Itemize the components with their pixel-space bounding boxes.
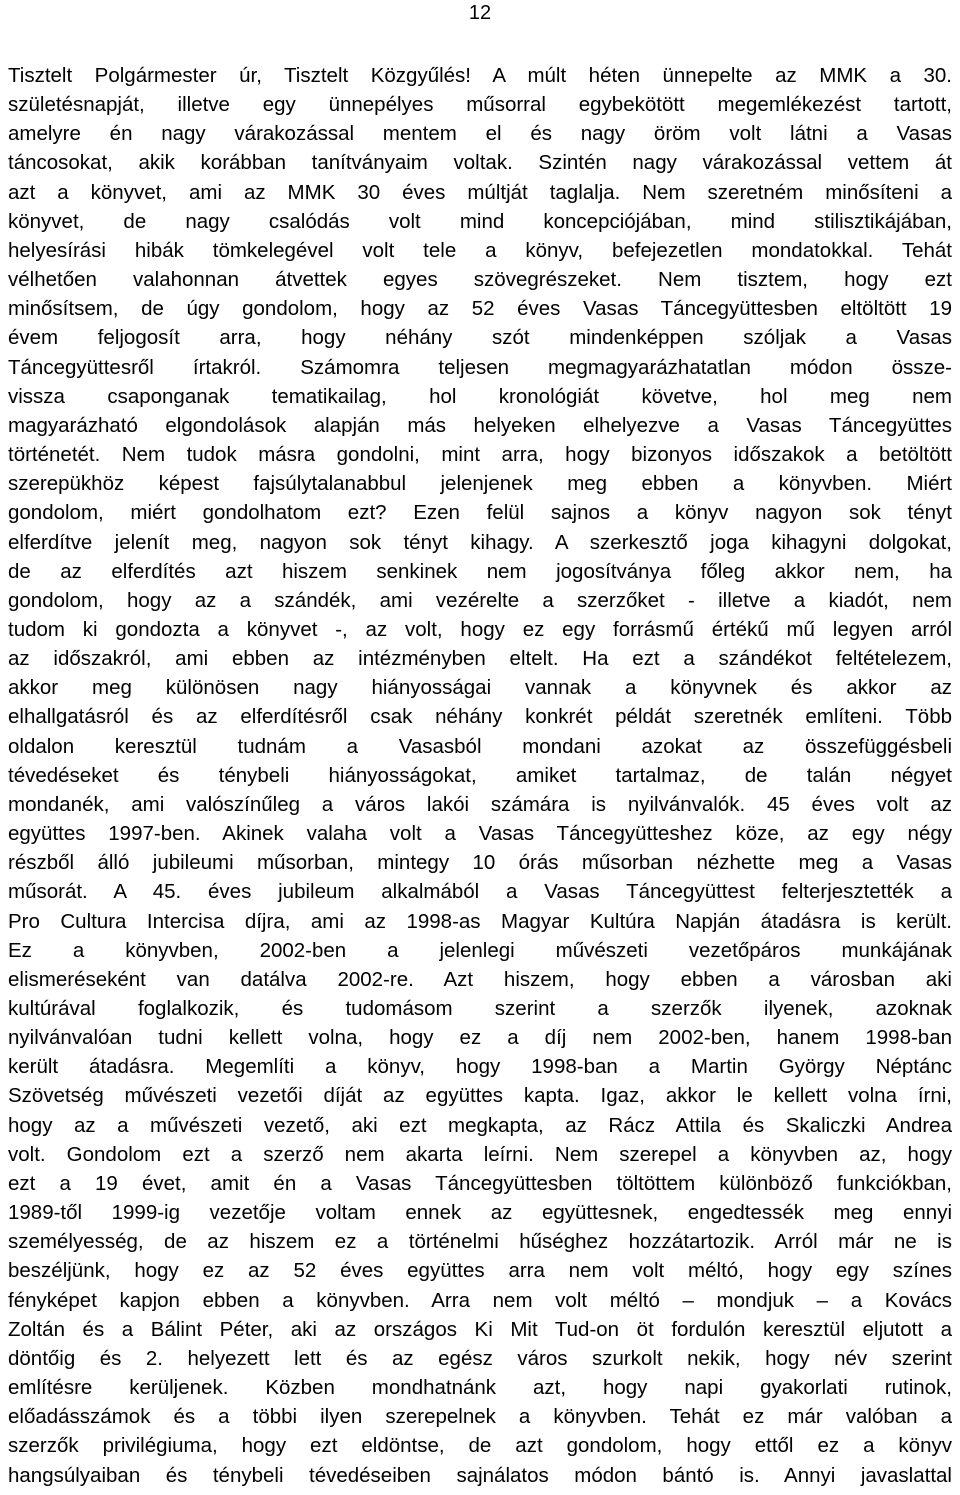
text-line: évem feljogosít arra, hogy néhány szót mindenképpen szóljak a Vasas (8, 326, 952, 350)
text-line: hogy az a művészeti vezető, aki ezt megkapta, az Rácz Attila és Skaliczki Andrea (8, 1113, 952, 1137)
text-line: Zoltán és a Bálint Péter, aki az országos Ki Mit Tud-on öt fordulón keresztül eljutott a (8, 1317, 952, 1341)
text-line: elhallgatásról és az elferdítésről csak néhány konkrét példát szeretnék említeni. Több (8, 705, 952, 729)
text-line: Pro Cultura Intercisa díjra, ami az 1998-as Magyar Kultúra Napján átadásra is került. (8, 909, 952, 933)
text-line: amelyre én nagy várakozással mentem el és nagy öröm volt látni a Vasas (8, 122, 952, 146)
text-line: gondolom, miért gondolhatom ezt? Ezen felül sajnos a könyv nagyon sok tényt (8, 501, 952, 525)
text-line: elismeréseként van datálva 2002-re. Azt hiszem, hogy ebben a városban aki (8, 967, 952, 991)
text-line: fényképet kapjon ebben a könyvben. Arra nem volt méltó – mondjuk – a Kovács (8, 1288, 952, 1312)
text-line: történetét. Nem tudok másra gondolni, mint arra, hogy bizonyos időszakok a betöltött (8, 443, 952, 467)
text-line: magyarázható elgondolások alapján más helyeken elhelyezve a Vasas Táncegyüttes (8, 413, 952, 437)
text-line: beszéljünk, hogy ez az 52 éves együttes arra nem volt méltó, hogy egy színes (8, 1259, 952, 1283)
text-line: táncosokat, akik korábban tanítványaim voltak. Szintén nagy várakozással vettem át (8, 151, 952, 175)
text-line: személyesség, de az hiszem ez a történelmi hűséghez hozzátartozik. Arról már ne is (8, 1230, 952, 1254)
page-number: 12 (468, 2, 492, 24)
text-line: 1989-től 1999-ig vezetője voltam ennek az együttesnek, engedtessék meg ennyi (8, 1201, 952, 1225)
text-line: elferdítve jelenít meg, nagyon sok tényt kihagy. A szerkesztő joga kihagyni dolgokat, (8, 530, 952, 554)
text-line: minősítsem, de úgy gondolom, hogy az 52 éves Vasas Táncegyüttesben eltöltött 19 (8, 297, 952, 321)
text-line: tudom ki gondozta a könyvet -, az volt, hogy ez egy forrásmű értékű mű legyen arról (8, 617, 952, 641)
text-line: oldalon keresztül tudnám a Vasasból mondani azokat az összefüggésbeli (8, 734, 952, 758)
text-line: hangsúlyaiban és ténybeli tévedéseiben sajnálatos módon bántó is. Annyi javaslattal (8, 1463, 952, 1487)
text-line: tévedéseket és ténybeli hiányosságokat, amiket tartalmaz, de talán négyet (8, 763, 952, 787)
text-line: előadásszámok és a többi ilyen szerepelnek a könyvben. Tehát ez már valóban a (8, 1405, 952, 1429)
text-line: került átadásra. Megemlíti a könyv, hogy 1998-ban a Martin György Néptánc (8, 1055, 952, 1079)
text-line: azt a könyvet, ami az MMK 30 éves múltját taglalja. Nem szeretném minősíteni a (8, 180, 952, 204)
text-line: akkor meg különösen nagy hiányosságai vannak a könyvnek és akkor az (8, 676, 952, 700)
text-line: Ez a könyvben, 2002-ben a jelenlegi művészeti vezetőpáros munkájának (8, 938, 952, 962)
text-line: kultúrával foglalkozik, és tudomásom szerint a szerzők ilyenek, azoknak (8, 997, 952, 1020)
text-line: vissza csaponganak tematikailag, hol kronológiát követve, hol meg nem (8, 384, 952, 408)
text-line: részből álló jubileumi műsorban, mintegy 10 órás műsorban nézhette meg a Vasas (8, 851, 952, 875)
text-line: döntőig és 2. helyezett lett és az egész város szurkolt nekik, hogy név szerint (8, 1346, 952, 1370)
text-line: vélhetően valahonnan átvettek egyes szövegrészeket. Nem tisztem, hogy ezt (8, 268, 952, 292)
text-line: Táncegyüttesről írtakról. Számomra teljesen megmagyarázhatatlan módon össze- (8, 355, 952, 379)
text-line: volt. Gondolom ezt a szerző nem akarta leírni. Nem szerepel a könyvben az, hogy (8, 1142, 952, 1166)
text-line: helyesírási hibák tömkelegével volt tele a könyv, befejezetlen mondatokkal. Tehát (8, 238, 952, 262)
text-line: említésre kerüljenek. Közben mondhatnánk azt, hogy napi gyakorlati rutinok, (8, 1376, 952, 1400)
text-line: gondolom, hogy az a szándék, ami vezérelte a szerzőket - illetve a kiadót, nem (8, 588, 952, 612)
body-text (8, 61, 952, 1490)
text-line: az időszakról, ami ebben az intézményben eltelt. Ha ezt a szándékot feltételezem, (8, 647, 952, 671)
text-line: születésnapját, illetve egy ünnepélyes műsorral egybekötött megemlékezést tartott, (8, 93, 952, 117)
text-line: nyilvánvalóan tudni kellett volna, hogy ez a díj nem 2002-ben, hanem 1998-ban (8, 1026, 952, 1050)
text-line: szerepükhöz képest fajsúlytalanabbul jelenjenek meg ebben a könyvben. Miért (8, 472, 952, 496)
text-line: szerzők privilégiuma, hogy ezt eldöntse, de azt gondolom, hogy ettől ez a könyv (8, 1434, 952, 1458)
text-line: műsorát. A 45. éves jubileum alkalmából a Vasas Táncegyüttest felterjesztették a (8, 880, 952, 904)
text-line: de az elferdítés azt hiszem senkinek nem jogosítványa főleg akkor nem, ha (8, 559, 952, 583)
text-line: együttes 1997-ben. Akinek valaha volt a Vasas Táncegyütteshez köze, az egy négy (8, 822, 952, 846)
text-line: mondanék, ami valószínűleg a város lakói számára is nyilvánvalók. 45 éves volt az (8, 792, 952, 816)
text-line: könyvet, de nagy csalódás volt mind koncepciójában, mind stilisztikájában, (8, 209, 952, 233)
text-line: Tisztelt Polgármester úr, Tisztelt Közgyűlés! A múlt héten ünnepelte az MMK a 30. (8, 64, 952, 87)
text-line: ezt a 19 évet, amit én a Vasas Táncegyüttesben töltöttem különböző funkciókban, (8, 1171, 952, 1195)
text-line: Szövetség művészeti vezetői díját az együttes kapta. Igaz, akkor le kellett volna írni, (8, 1084, 952, 1108)
